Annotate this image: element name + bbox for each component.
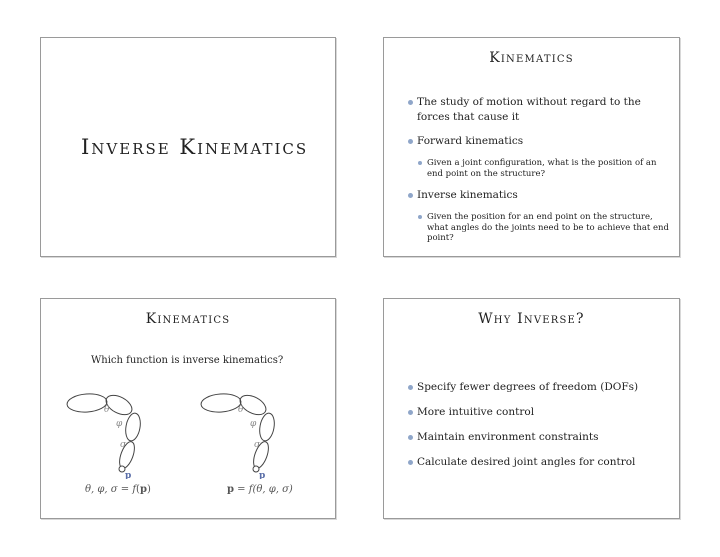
formula-args: (θ, φ, σ) bbox=[252, 484, 293, 495]
arm-diagram-left bbox=[61, 379, 181, 479]
formula-equals: = bbox=[117, 484, 133, 495]
phi-label: φ bbox=[250, 419, 257, 429]
formula-vars: θ, φ, σ bbox=[85, 484, 118, 495]
formula-inverse bbox=[85, 484, 151, 495]
formula-p: p bbox=[227, 484, 234, 495]
arm-link-3 bbox=[258, 412, 277, 442]
slide-title: Inverse Kinematics bbox=[81, 135, 309, 159]
arm-diagram-right bbox=[195, 379, 315, 479]
slide-kinematics-diagram bbox=[40, 298, 336, 519]
formula-paren: ) bbox=[146, 484, 151, 495]
bullet-list bbox=[408, 95, 670, 253]
bullet-item: Maintain environment constraints bbox=[408, 430, 670, 445]
bullet-item: Specify fewer degrees of freedom (DOFs) bbox=[408, 380, 670, 395]
p-label: p bbox=[259, 471, 266, 479]
phi-label: φ bbox=[116, 419, 123, 429]
slide-title: Why Inverse? bbox=[478, 311, 585, 327]
sigma-label: σ bbox=[120, 440, 127, 450]
bullet-item: More intuitive control bbox=[408, 405, 670, 420]
slide-title: Kinematics bbox=[489, 50, 574, 66]
slide-inverse-kinematics-title bbox=[40, 37, 336, 257]
bullet-item: The study of motion without regard to the forces that cause it bbox=[408, 95, 670, 125]
formula-paren: ( bbox=[136, 484, 140, 495]
formula-p: p bbox=[139, 484, 147, 495]
sub-bullet-item: Given the position for an end point on the structure, what angles do the joints need to be to achieve that end point? bbox=[418, 212, 670, 244]
bullet-item: Forward kinematics bbox=[408, 134, 670, 149]
theta-label: θ bbox=[238, 405, 244, 415]
formula-function: f bbox=[248, 484, 253, 495]
formula-forward bbox=[227, 484, 293, 495]
arm-link-3 bbox=[124, 412, 143, 442]
bullet-item: Inverse kinematics bbox=[408, 188, 670, 203]
bullet-item: Calculate desired joint angles for control bbox=[408, 455, 670, 470]
theta-label: θ bbox=[104, 405, 110, 415]
p-label: p bbox=[125, 471, 132, 479]
bullet-list bbox=[408, 380, 670, 480]
formula-equals: = bbox=[234, 484, 249, 495]
sub-bullet-item: Given a joint configuration, what is the position of an end point on the structure? bbox=[418, 158, 670, 179]
sigma-label: σ bbox=[254, 440, 261, 450]
arm-link-1 bbox=[66, 393, 107, 414]
question-text: Which function is inverse kinematics? bbox=[91, 355, 284, 366]
slide-why-inverse bbox=[383, 298, 680, 519]
slide-kinematics-definition bbox=[383, 37, 680, 257]
formula-function: f bbox=[132, 484, 137, 495]
arm-link-1 bbox=[200, 393, 241, 414]
slide-title: Kinematics bbox=[145, 311, 231, 327]
